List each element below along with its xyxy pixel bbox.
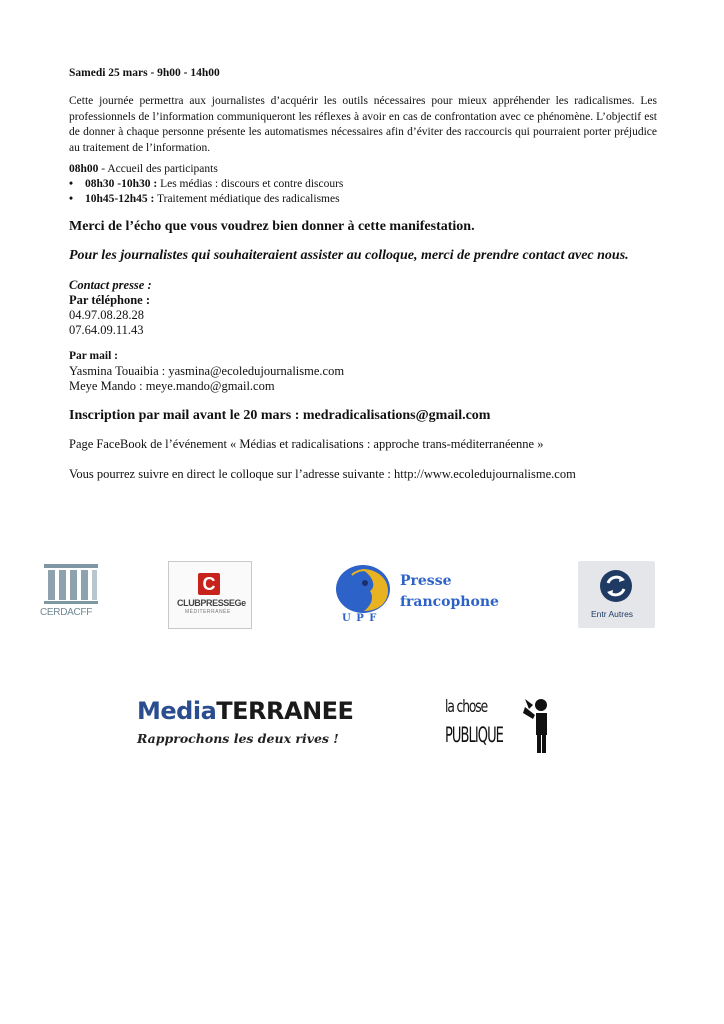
schedule-item-text: Traitement médiatique des radicalismes xyxy=(154,193,340,205)
schedule-item xyxy=(69,177,343,192)
mediaterranee-slogan: Rapprochons les deux rives ! xyxy=(137,731,339,746)
club-presse-sublabel: MÉDITERRANÉE xyxy=(185,609,231,615)
mediaterranee-part-a: Media xyxy=(137,697,217,725)
la-chose-publique-logo xyxy=(443,693,555,757)
mail-contact: Yasmina Touaibia : yasmina@ecoledujournalisme.com xyxy=(69,364,345,378)
schedule-welcome xyxy=(69,162,343,177)
live-stream-note: Vous pourrez suivre en direct le colloque sur l’adresse suivante : http://www.ecoledujournalisme.com xyxy=(69,467,576,481)
megaphone-person-icon xyxy=(523,695,553,755)
upf-logo xyxy=(332,561,504,629)
club-c-icon: C xyxy=(198,573,220,595)
upf-label-line2: francophone xyxy=(400,594,499,610)
schedule-item xyxy=(69,192,343,207)
mediaterranee-logo xyxy=(137,697,369,757)
schedule-item-text: Les médias : discours et contre discours xyxy=(157,178,344,190)
club-presse-logo xyxy=(168,561,252,629)
mediaterranee-wordmark xyxy=(137,697,353,725)
schedule-item-time: 08h30 -10h30 : xyxy=(85,178,158,190)
event-intro-paragraph: Cette journée permettra aux journalistes d’acquérir les outils nécessaires pour mieux appréhender les radicalismes. Les professionnels de l’information communiqueront les réflexes à avoir en cas de confrontation avec ce phénomène. L’objectif est de donner à chaque personne présente les automatismes nécessaires afin d’éviter des raccourcis qui pourraient porter préjudice au traitement de l’information. xyxy=(69,95,657,154)
phone-number: 07.64.09.11.43 xyxy=(69,323,144,337)
schedule xyxy=(69,162,343,207)
mail-contact: Meye Mando : meye.mando@gmail.com xyxy=(69,379,275,393)
press-contact-label: Contact presse : xyxy=(69,278,152,292)
event-date-heading: Samedi 25 mars - 9h00 - 14h00 xyxy=(69,67,220,79)
journalists-note: Pour les journalistes qui souhaiteraient assister au colloque, merci de prendre contact avec nous. xyxy=(69,248,629,263)
entr-autres-label: Entr Autres xyxy=(591,609,634,619)
upf-tagline: U P F xyxy=(342,613,378,624)
thanks-note: Merci de l’écho que vous voudrez bien donner à cette manifestation. xyxy=(69,219,475,234)
cerdacff-logo xyxy=(40,560,102,620)
facebook-page-note: Page FaceBook de l’événement « Médias et radicalisations : approche trans-méditerranéenne » xyxy=(69,437,544,451)
entr-autres-logo xyxy=(578,561,655,628)
welcome-text: - Accueil des participants xyxy=(98,163,218,175)
phone-label: Par téléphone : xyxy=(69,293,151,307)
phone-number: 04.97.08.28.28 xyxy=(69,308,144,322)
club-presse-label: CLUBPRESSEGe xyxy=(177,598,246,608)
mediaterranee-part-b: TERRANEE xyxy=(216,697,354,725)
upf-label-line1: Presse xyxy=(400,573,452,589)
schedule-list xyxy=(69,177,343,207)
mail-contact-block xyxy=(69,349,344,394)
la-chose-label: la chose xyxy=(445,697,488,717)
schedule-item-time: 10h45-12h45 : xyxy=(85,193,155,205)
publique-label: PUBLIQUE xyxy=(445,723,503,747)
cerdacff-label: CERDACFF xyxy=(40,607,93,618)
contact-block xyxy=(69,278,152,338)
entr-autres-icon xyxy=(599,569,633,603)
registration-note: Inscription par mail avant le 20 mars : medradicalisations@gmail.com xyxy=(69,408,491,423)
welcome-time: 08h00 xyxy=(69,163,99,175)
mail-label: Par mail : xyxy=(69,350,118,362)
